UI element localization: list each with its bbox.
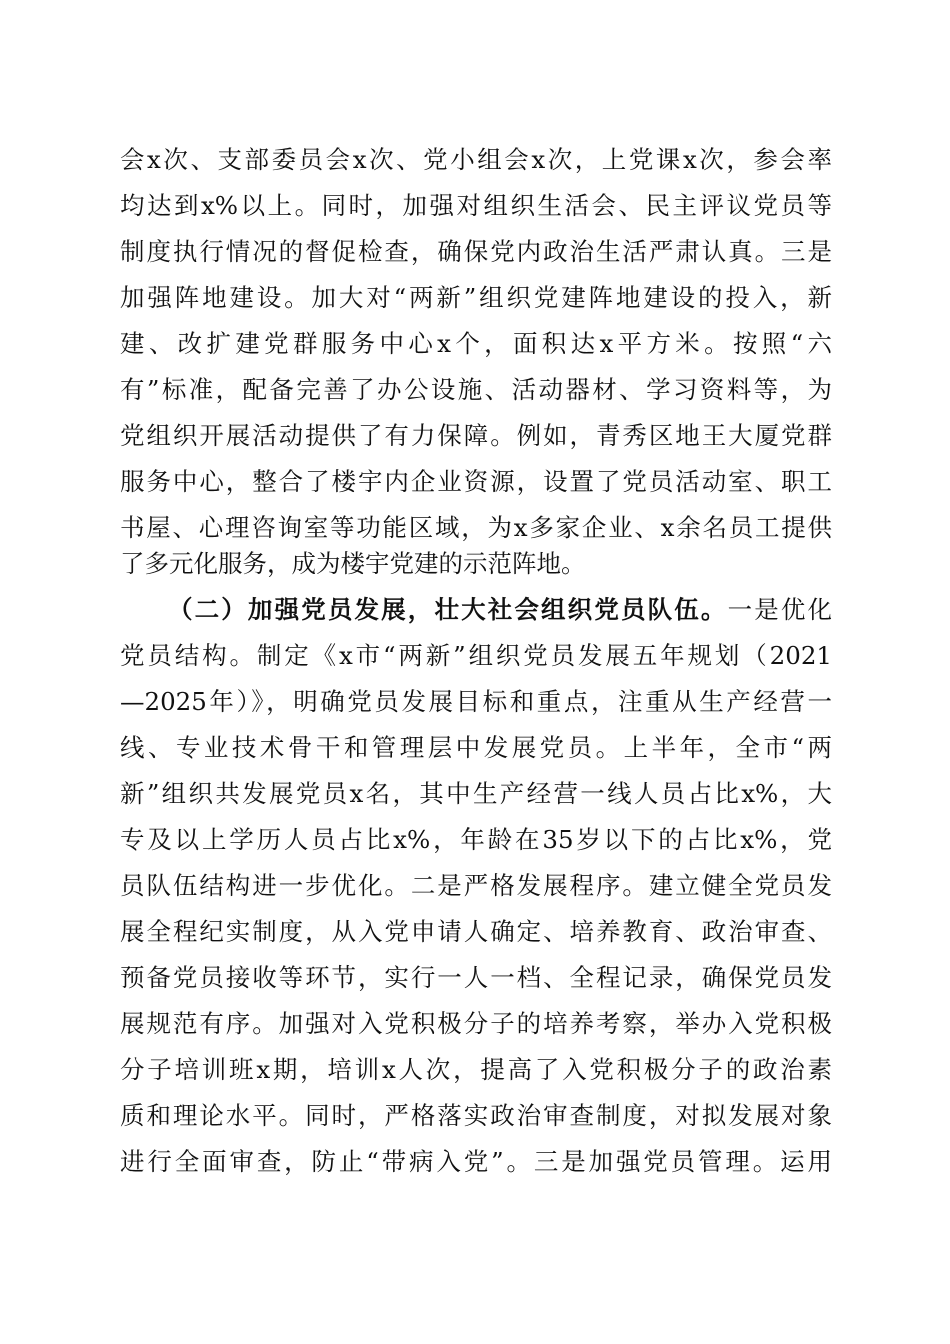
paragraph-line: 进行全面审查，防止“带病入党”。三是加强党员管理。运用 — [120, 1147, 832, 1176]
paragraph-line: 预备党员接收等环节，实行一人一档、全程记录，确保党员发 — [120, 963, 832, 992]
paragraph-line: 党组织开展活动提供了有力保障。例如，青秀区地王大厦党群 — [120, 421, 832, 450]
paragraph-line: 书屋、心理咨询室等功能区域，为x多家企业、x余名员工提供 — [120, 513, 832, 542]
paragraph-line: 员队伍结构进一步优化。二是严格发展程序。建立健全党员发 — [120, 871, 832, 900]
paragraph-line: 新”组织共发展党员x名，其中生产经营一线人员占比x%，大 — [120, 779, 832, 808]
paragraph-line: 专及以上学历人员占比x%，年龄在35岁以下的占比x%，党 — [120, 825, 832, 854]
paragraph-line: 展全程纪实制度，从入党申请人确定、培养教育、政治审查、 — [120, 917, 832, 946]
section-heading-line — [168, 595, 832, 625]
paragraph-line: 分子培训班x期，培训x人次，提高了入党积极分子的政治素 — [120, 1055, 832, 1084]
paragraph-line: 质和理论水平。同时，严格落实政治审查制度，对拟发展对象 — [120, 1101, 832, 1130]
paragraph-line: 会x次、支部委员会x次、党小组会x次，上党课x次，参会率 — [120, 145, 832, 174]
section-heading-continuation: 一是优化 — [727, 595, 832, 624]
paragraph-line: 建、改扩建党群服务中心x个，面积达x平方米。按照“六 — [120, 329, 832, 358]
paragraph-line: —2025年）》，明确党员发展目标和重点，注重从生产经营一 — [120, 687, 832, 716]
paragraph-line: 制度执行情况的督促检查，确保党内政治生活严肃认真。三是 — [120, 237, 832, 266]
paragraph-line: 加强阵地建设。加大对“两新”组织党建阵地建设的投入，新 — [120, 283, 832, 312]
paragraph-line: 了多元化服务，成为楼宇党建的示范阵地。 — [120, 549, 586, 578]
paragraph-line: 党员结构。制定《x市“两新”组织党员发展五年规划（2021 — [120, 641, 832, 670]
section-heading: （二）加强党员发展，壮大社会组织党员队伍。 — [168, 595, 728, 624]
paragraph-line: 均达到x%以上。同时，加强对组织生活会、民主评议党员等 — [120, 191, 832, 220]
paragraph-line: 有”标准，配备完善了办公设施、活动器材、学习资料等，为 — [120, 375, 832, 404]
paragraph-line: 展规范有序。加强对入党积极分子的培养考察，举办入党积极 — [120, 1009, 832, 1038]
paragraph-line: 线、专业技术骨干和管理层中发展党员。上半年，全市“两 — [120, 733, 832, 762]
paragraph-line: 服务中心，整合了楼宇内企业资源，设置了党员活动室、职工 — [120, 467, 832, 496]
